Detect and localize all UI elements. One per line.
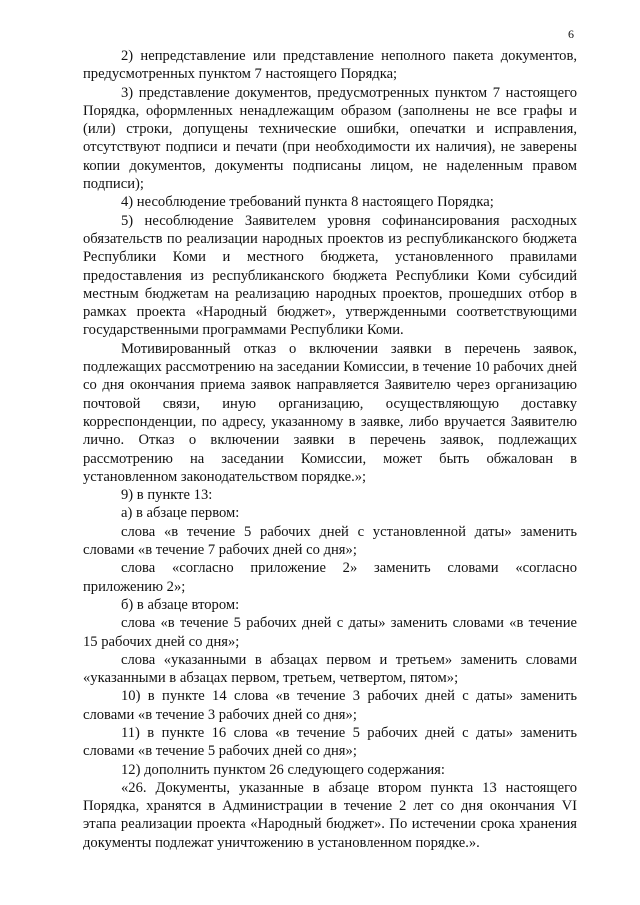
paragraph-amend-point-14: 10) в пункте 14 слова «в течение 3 рабочих дней с даты» заменить словами «в течение 3 рабочих дней со дня»;: [83, 688, 577, 723]
paragraph-amend-point-13: 9) в пункте 13:: [121, 487, 213, 504]
paragraph-item-3: 3) представление документов, предусмотренных пунктом 7 настоящего Порядка, оформленных ненадлежащим образом (заполнены не все графы и (или) строки, допущены технические ошибки, опечатки и исправления, отсутствуют подписи и печати (при необходимости их наличия), не заверены копии документов, документы подписаны лицом, не наделенным правом подписи);: [83, 84, 577, 193]
page-number: 6: [568, 27, 574, 41]
paragraph-replace-deadline-15: слова «в течение 5 рабочих дней с даты» заменить словами «в течение 15 рабочих дней со дня»;: [83, 615, 577, 650]
paragraph-item-2: 2) непредставление или представление неполного пакета документов, предусмотренных пунктом 7 настоящего Порядка;: [83, 48, 577, 83]
paragraph-item-4: 4) несоблюдение требований пункта 8 настоящего Порядка;: [121, 194, 494, 211]
paragraph-amend-point-16: 11) в пункте 16 слова «в течение 5 рабочих дней с даты» заменить словами «в течение 5 рабочих дней со дня»;: [83, 724, 577, 760]
paragraph-refusal-appeal: Мотивированный отказ о включении заявки в перечень заявок, подлежащих рассмотрению на заседании Комиссии, в течение 10 рабочих дней со дня окончания приема заявок направляется Заявителю через организацию почтовой связи, иную организацию, осуществляющую доставку корреспонденции, по адресу, указанному в заявке, либо вручается Заявителю лично. Отказ о включении заявки в перечень заявок, подлежащих рассмотрению на заседании Комиссии, может быть обжалован в установленном законодательством порядке.»;: [83, 340, 577, 485]
paragraph-subpoint-b: б) в абзаце втором:: [121, 596, 240, 613]
paragraph-add-point-26: 12) дополнить пунктом 26 следующего содержания:: [121, 761, 445, 778]
paragraph-replace-deadline-7: слова «в течение 5 рабочих дней с установленной даты» заменить словами «в течение 7 рабочих дней со дня»;: [83, 523, 577, 559]
paragraph-point-26-text: «26. Документы, указанные в абзаце втором пункта 13 настоящего Порядка, хранятся в Администрации в течение 2 лет со дня окончания VI этапа реализации проекта «Народный бюджет». По истечении срока хранения документы подлежат уничтожению в установленном порядке.».: [83, 779, 577, 851]
document-body: [83, 47, 577, 852]
paragraph-replace-appendix: слова «согласно приложение 2» заменить словами «согласно приложению 2»;: [83, 560, 577, 595]
paragraph-subpoint-a: а) в абзаце первом:: [121, 505, 240, 522]
paragraph-item-5: 5) несоблюдение Заявителем уровня софинансирования расходных обязательств по реализации народных проектов из республиканского бюджета Республики Коми и местного бюджета, установленного правилами предоставления из республиканского бюджета Республики Коми субсидий местным бюджетам на реализацию народных проектов, прошедших отбор в рамках проекта «Народный бюджет», утвержденными соответствующими государственными программами Республики Коми.: [83, 212, 577, 339]
paragraph-replace-subparagraphs: слова «указанными в абзацах первом и третьем» заменить словами «указанными в абзацах первом, третьем, четвертом, пятом»;: [83, 651, 577, 687]
